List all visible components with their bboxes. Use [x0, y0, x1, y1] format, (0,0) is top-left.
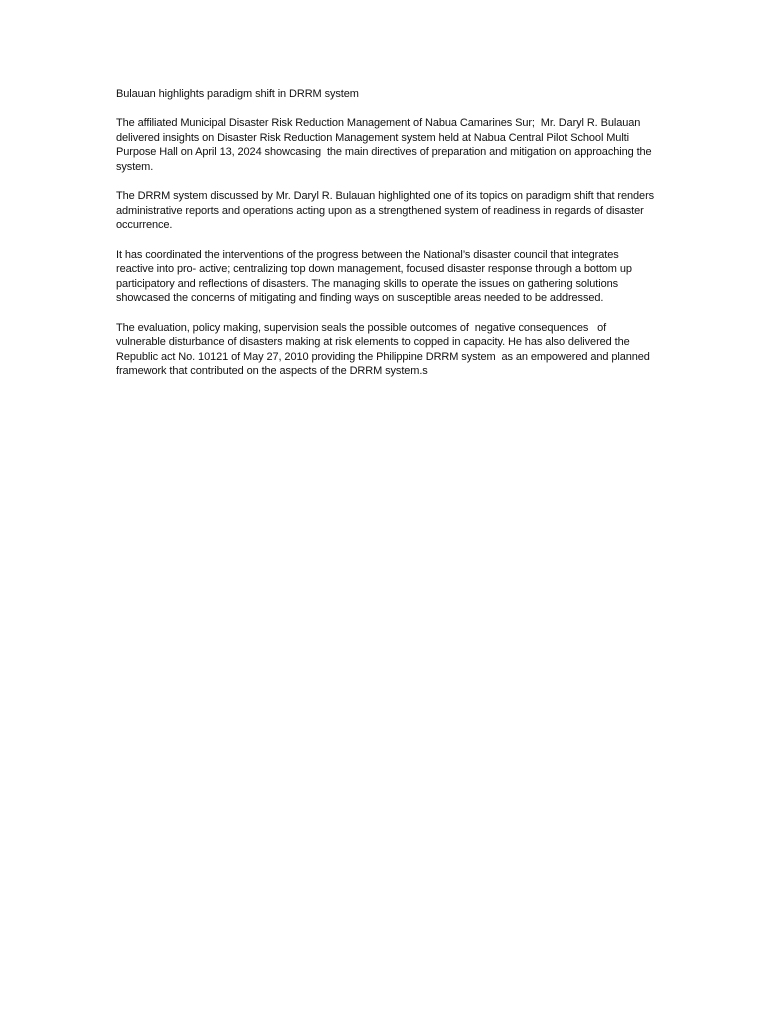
- document-body: [116, 87, 656, 393]
- paragraph-4: The evaluation, policy making, supervision seals the possible outcomes of negative consequences of vulnerable disturbance of disasters making at risk elements to copped in capacity. He has also delivered the Republic act No. 10121 of May 27, 2010 providing the Philippine DRRM system as an empowered and planned framework that contributed on the aspects of the DRRM system.s: [116, 321, 653, 378]
- paragraph-3: It has coordinated the interventions of the progress between the National’s disaster council that integrates reactive into pro- active; centralizing top down management, focused disaster response through a bottom up participatory and reflections of disasters. The managing skills to operate the issues on gathering solutions showcased the concerns of mitigating and finding ways on susceptible areas needed to be addressed.: [116, 248, 635, 305]
- article-title: Bulauan highlights paradigm shift in DRRM system: [116, 88, 359, 100]
- paragraph-2: The DRRM system discussed by Mr. Daryl R. Bulauan highlighted one of its topics on paradigm shift that renders administrative reports and operations acting upon as a strengthened system of readiness in regards of disaster occurrence.: [116, 190, 657, 232]
- paragraph-1: The affiliated Municipal Disaster Risk Reduction Management of Nabua Camarines Sur; Mr. Daryl R. Bulauan delivered insights on Disaster Risk Reduction Management system held at Nabua Central Pilot School Multi Purpose Hall on April 13, 2024 showcasing the main directives of preparation and mitigation on approaching the system.: [116, 117, 655, 173]
